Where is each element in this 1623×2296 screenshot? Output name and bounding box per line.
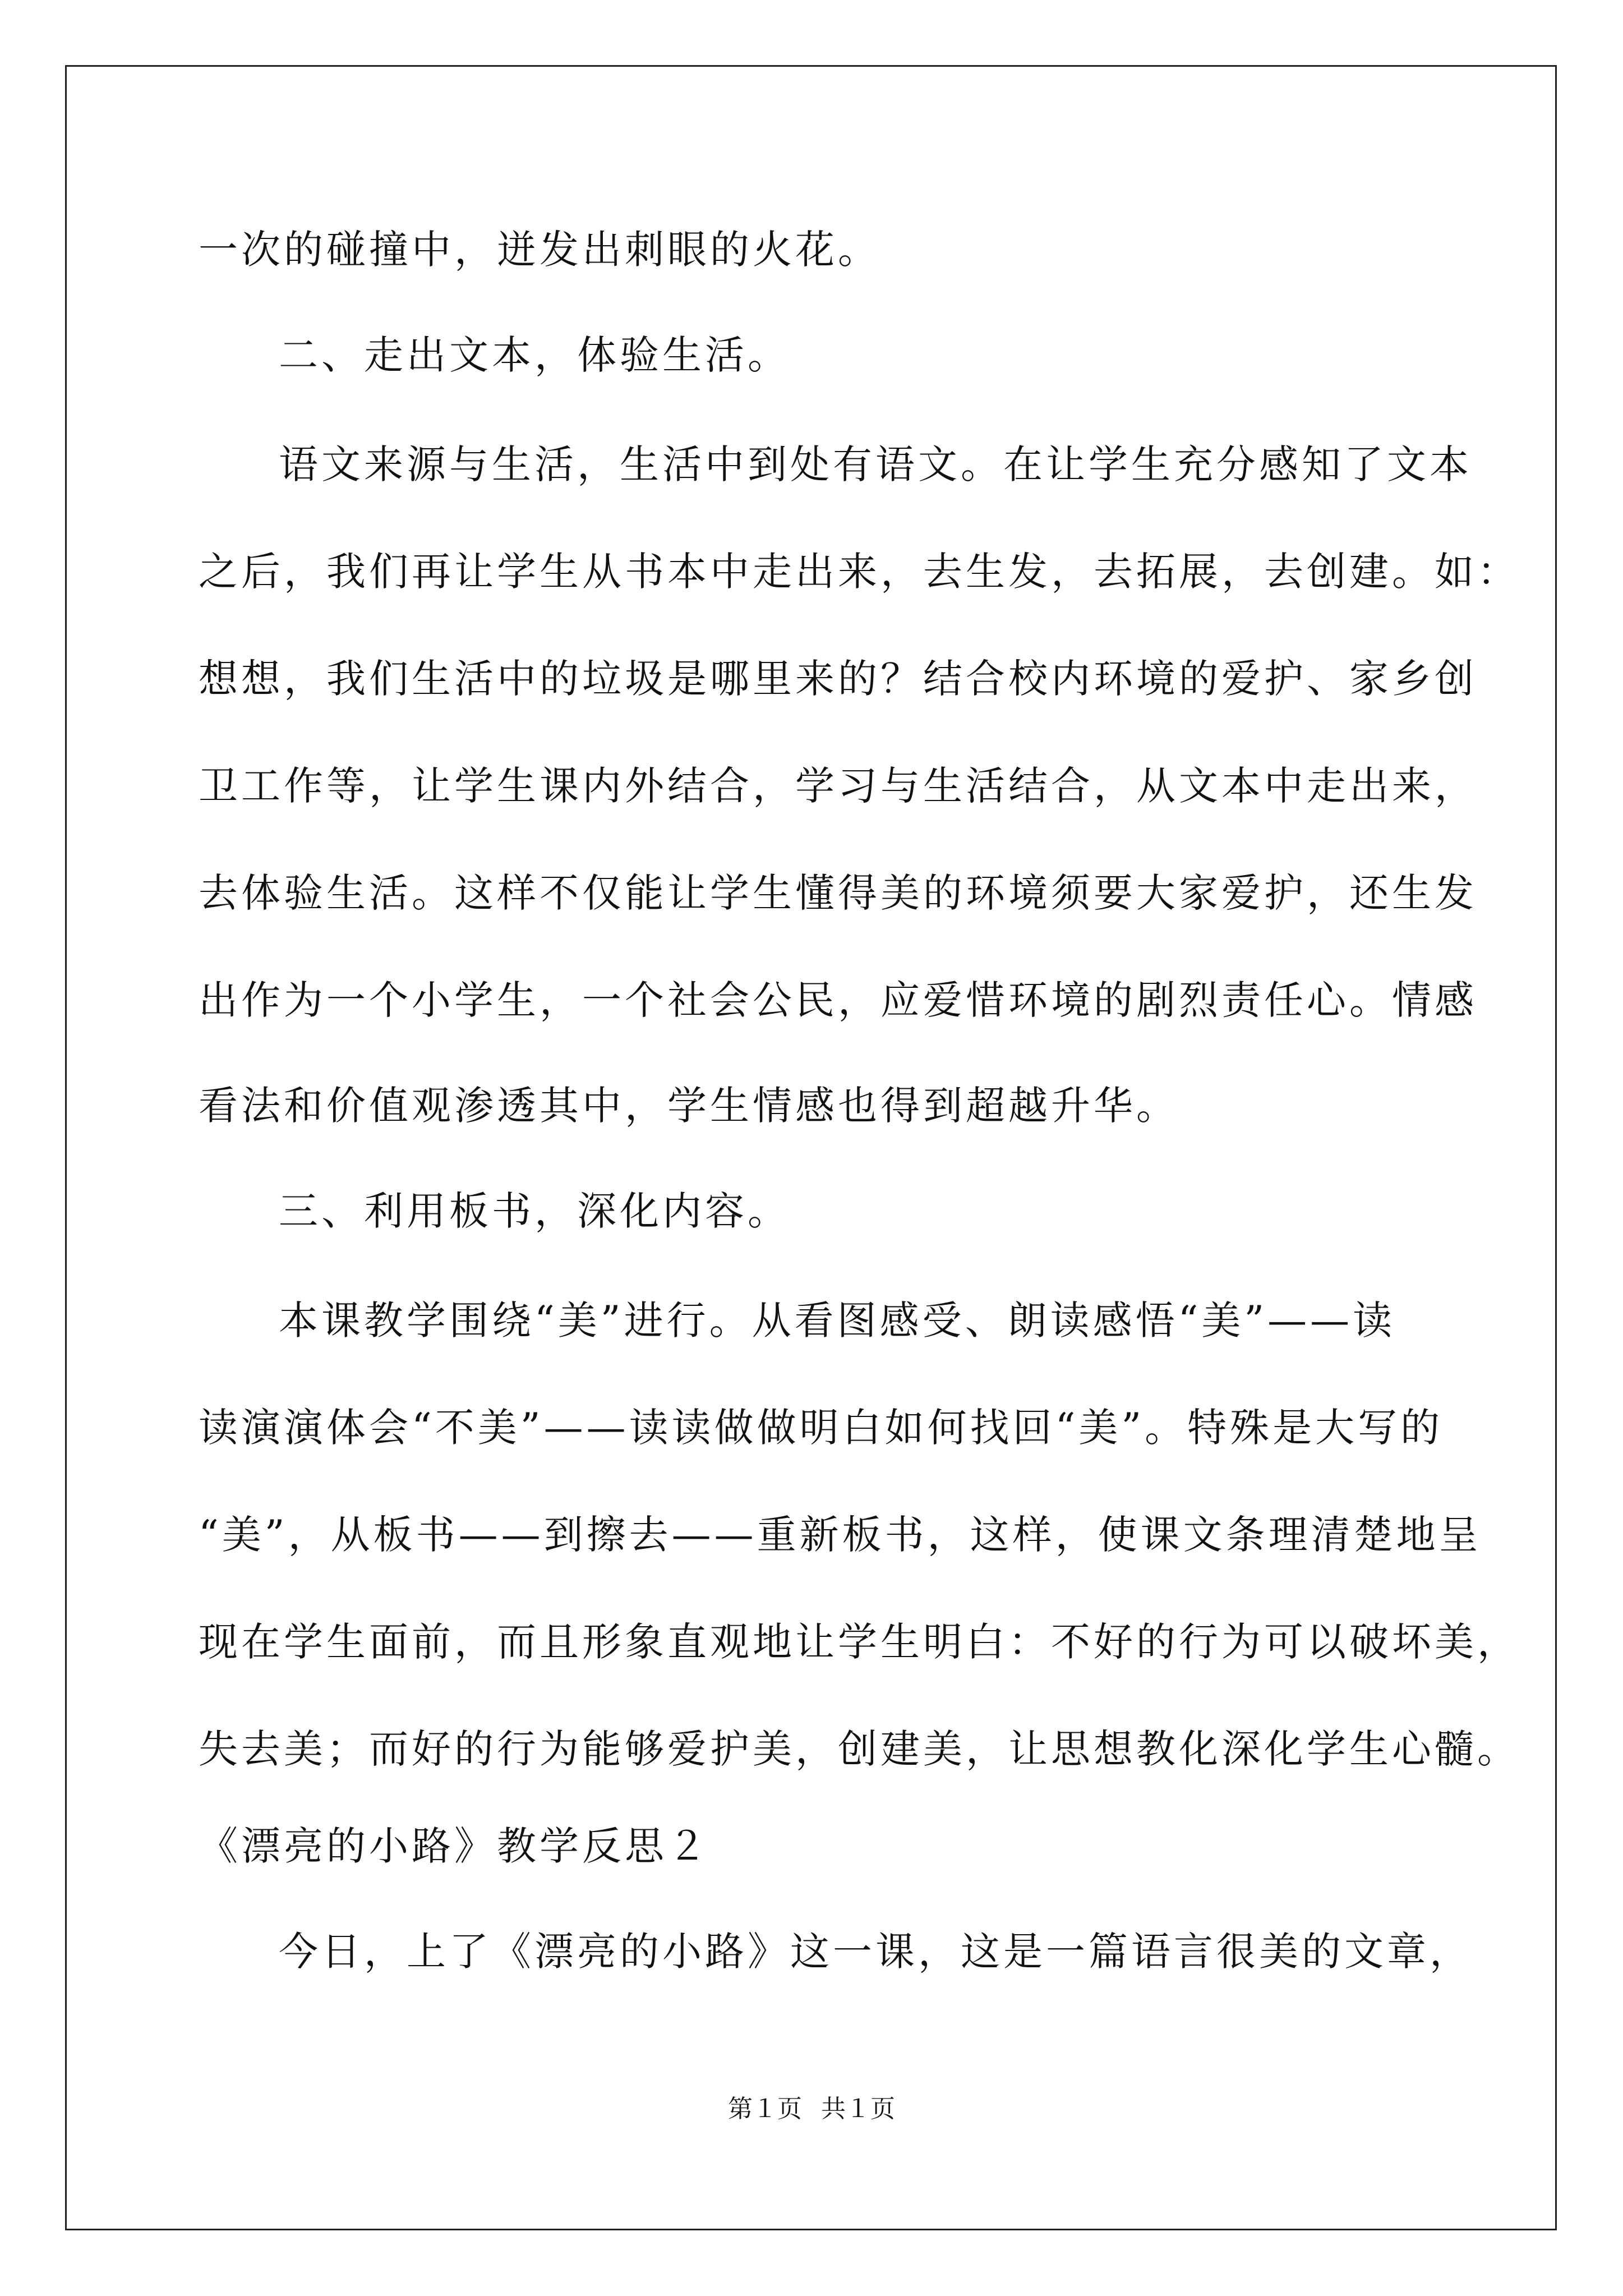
text-line: “美”，从板书——到擦去——重新板书，这样，使课文条理清楚地呈 [199,1512,1482,1558]
text-line: 语文来源与生活，生活中到处有语文。在让学生充分感知了文本 [279,441,1472,487]
article-title: 《漂亮的小路》教学反思２ [199,1823,710,1869]
section-heading: 二、走出文本，体验生活。 [279,332,790,378]
page-number: 第１页 [728,2095,802,2123]
text-line: 出作为一个小学生，一个社会公民，应爱惜环境的剧烈责任心。情感 [199,977,1477,1023]
text-line: 之后，我们再让学生从书本中走出来，去生发，去拓展，去创建。如： [199,549,1520,595]
text-line: 读演演体会“不美”——读读做做明白如何找回“美”。特殊是大写的 [199,1405,1444,1451]
text-line: 一次的碰撞中，迸发出刺眼的火花。 [199,227,880,273]
text-line: 卫工作等，让学生课内外结合，学习与生活结合，从文本中走出来， [199,763,1477,809]
text-line: 看法和价值观渗透其中，学生情感也得到超越升华。 [199,1083,1179,1129]
page-border [65,65,1557,2230]
text-line: 去体验生活。这样不仅能让学生懂得美的环境须要大家爱护，还生发 [199,870,1477,916]
text-line: 今日，上了《漂亮的小路》这一课，这是一篇语言很美的文章， [279,1929,1472,1975]
page-footer [0,2092,1623,2126]
page-total: 共１页 [821,2095,895,2123]
text-line: 现在学生面前，而且形象直观地让学生明白：不好的行为可以破坏美， [199,1619,1520,1665]
section-heading: 三、利用板书，深化内容。 [279,1188,790,1234]
text-line: 失去美；而好的行为能够爱护美，创建美，让思想教化深化学生心髓。 [199,1726,1520,1772]
text-line: 想想，我们生活中的垃圾是哪里来的？结合校内环境的爱护、家乡创 [199,656,1477,702]
text-line: 本课教学围绕“美”进行。从看图感受、朗读感悟“美”——读 [279,1297,1396,1343]
